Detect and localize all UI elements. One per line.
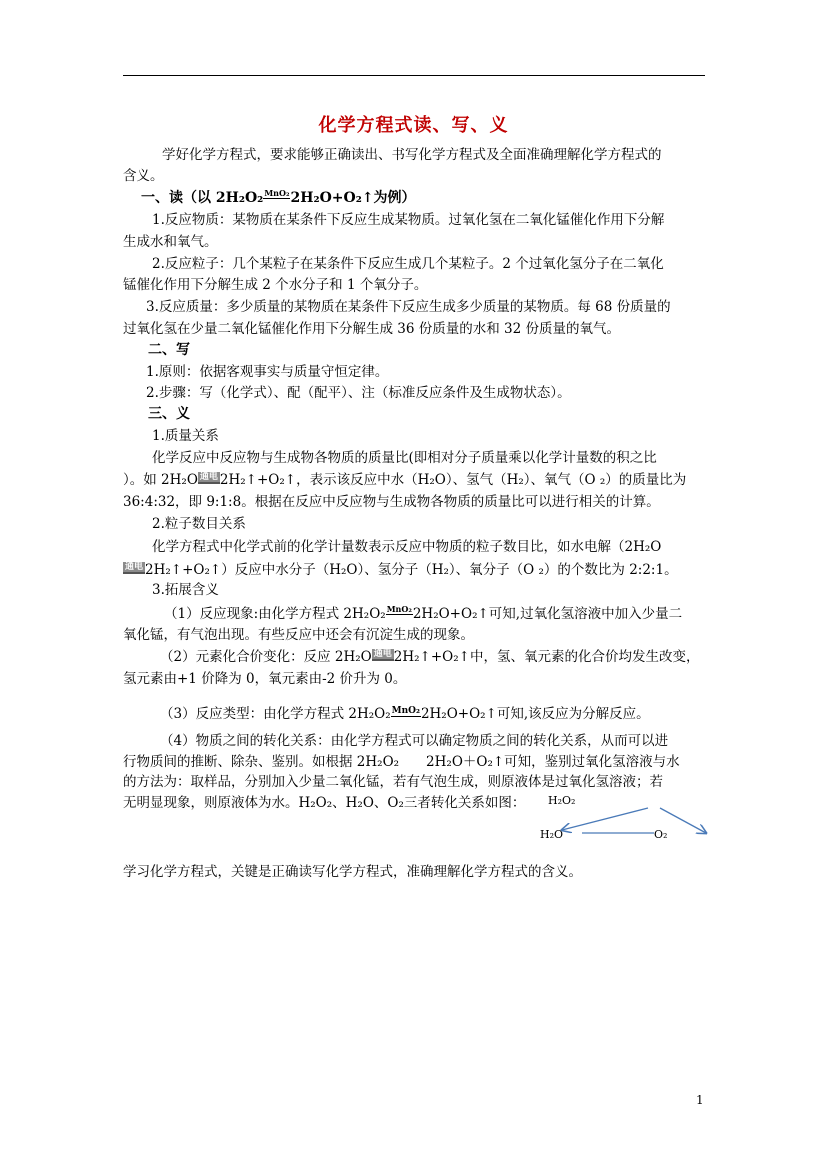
reaction-condition: MnO₂	[391, 706, 420, 716]
reaction-condition: MnO₂	[264, 188, 290, 198]
intro-line-1: 学好化学方程式，要求能够正确读出、书写化学方程式及全面准确理解化学方程式的	[162, 147, 662, 163]
read-item-1-line-1: 1.反应物质：某物质在某条件下反应生成某物质。过氧化氢在二氧化锰催化作用下分解	[152, 212, 665, 228]
ext-4-line-2: 行物质间的推断、除杂、鉴别。如根据 2H₂O₂ 2H₂O＋O₂↑可知，鉴别过氧化氢溶液与水	[123, 754, 680, 770]
read-item-1-line-2: 生成水和氧气。	[123, 234, 218, 250]
ext-2-line-1: （2）元素化合价变化：反应 2H₂O 通电 2H₂↑+O₂↑中，氢、氧元素的化合价均发生改变，	[160, 649, 700, 665]
ext-4-line-3: 的方法为：取样品，分别加入少量二氧化锰，若有气泡生成，则原液体是过氧化氢溶液；若	[123, 774, 663, 790]
section-read-heading: 一、读（以 2H₂O₂MnO₂2H₂O+O₂↑为例）	[141, 188, 416, 206]
arrow-h2o2-to-o2	[660, 808, 706, 833]
arrow-h2o2-to-h2o	[562, 808, 648, 830]
meaning-sub-2: 2.粒子数目关系	[152, 516, 246, 532]
meaning-sub-1: 1.质量关系	[152, 428, 219, 444]
ext-4-line-1: （4）物质之间的转化关系：由化学方程式可以确定物质之间的转化关系，从而可以进	[160, 733, 669, 749]
diagram-label-h2o2: H₂O₂	[548, 794, 576, 807]
diagram-label-h2o: H₂O	[540, 828, 564, 841]
meaning-sub-1-line-1: 化学反应中反应物与生成物各物质的质量比(即相对分子质量乘以化学计量数的积之比	[152, 450, 657, 466]
reaction-condition: MnO₂	[386, 604, 412, 614]
read-item-2-line-1: 2.反应粒子：几个某粒子在某条件下反应生成几个某粒子。2 个过氧化氢分子在二氧化	[152, 256, 664, 272]
conversion-diagram	[530, 790, 720, 850]
read-item-2-line-2: 锰催化作用下分解生成 2 个水分子和 1 个氧分子。	[123, 277, 428, 293]
page-title: 化学方程式读、写、义	[318, 115, 509, 136]
header-rule	[123, 75, 705, 76]
write-item-1: 1.原则：依据客观事实与质量守恒定律。	[146, 364, 389, 380]
meaning-sub-1-line-3: 36:4:32，即 9:1:8。根据在反应中反应物与生成物各物质的质量比可以进行相关的计算。	[123, 494, 660, 510]
read-item-3-line-2: 过氧化氢在少量二氧化锰催化作用下分解生成 36 份质量的水和 32 份质量的氧气。	[123, 321, 621, 337]
meaning-sub-3: 3.拓展含义	[152, 582, 219, 598]
ext-4-line-4: 无明显现象，则原液体为水。H₂O₂、H₂O、O₂三者转化关系如图：	[123, 795, 526, 811]
electrolysis-condition: 通电	[373, 649, 392, 659]
conclusion: 学习化学方程式，关键是正确读写化学方程式，准确理解化学方程式的含义。	[123, 864, 582, 880]
section-meaning-heading: 三、义	[148, 406, 190, 422]
read-item-3-line-1: 3.反应质量：多少质量的某物质在某条件下反应生成多少质量的某物质。每 68 份质量的	[146, 299, 671, 315]
write-item-2: 2.步骤：写（化学式）、配（配平）、注（标准反应条件及生成物状态）。	[146, 385, 571, 401]
ext-1-line-1: （1）反应现象:由化学方程式 2H₂O₂MnO₂2H₂O+O₂↑可知,过氧化氢溶液中加入少量二	[164, 604, 683, 622]
intro-line-2: 含义。	[123, 168, 164, 184]
ext-3: （3）反应类型：由化学方程式 2H₂O₂MnO₂2H₂O+O₂↑可知,该反应为分解反应。	[160, 706, 650, 722]
ext-1-line-2: 氧化锰，有气泡出现。有些反应中还会有沉淀生成的现象。	[123, 627, 474, 643]
diagram-label-o2: O₂	[654, 828, 668, 841]
section-write-heading: 二、写	[148, 342, 190, 358]
page-number: 1	[696, 1093, 704, 1107]
electrolysis-condition: 通电	[125, 562, 144, 572]
electrolysis-condition: 通电	[199, 472, 218, 482]
meaning-sub-1-line-2: ）。如 2H₂O 通电 2H₂↑+O₂↑，表示该反应中水（H₂O）、氢气（H₂）、氧气（O ₂）的质量比为	[123, 472, 687, 488]
meaning-sub-2-line-2: 通电 2H₂↑+O₂↑）反应中水分子（H₂O）、氢分子（H₂）、氧分子（O ₂）的个数比为 2:2:1。	[125, 562, 678, 578]
ext-2-line-2: 氢元素由+1 价降为 0，氧元素由-2 价升为 0。	[123, 671, 407, 687]
meaning-sub-2-line-1: 化学方程式中化学式前的化学计量数表示反应中物质的粒子数目比，如水电解（2H₂O	[152, 539, 662, 555]
